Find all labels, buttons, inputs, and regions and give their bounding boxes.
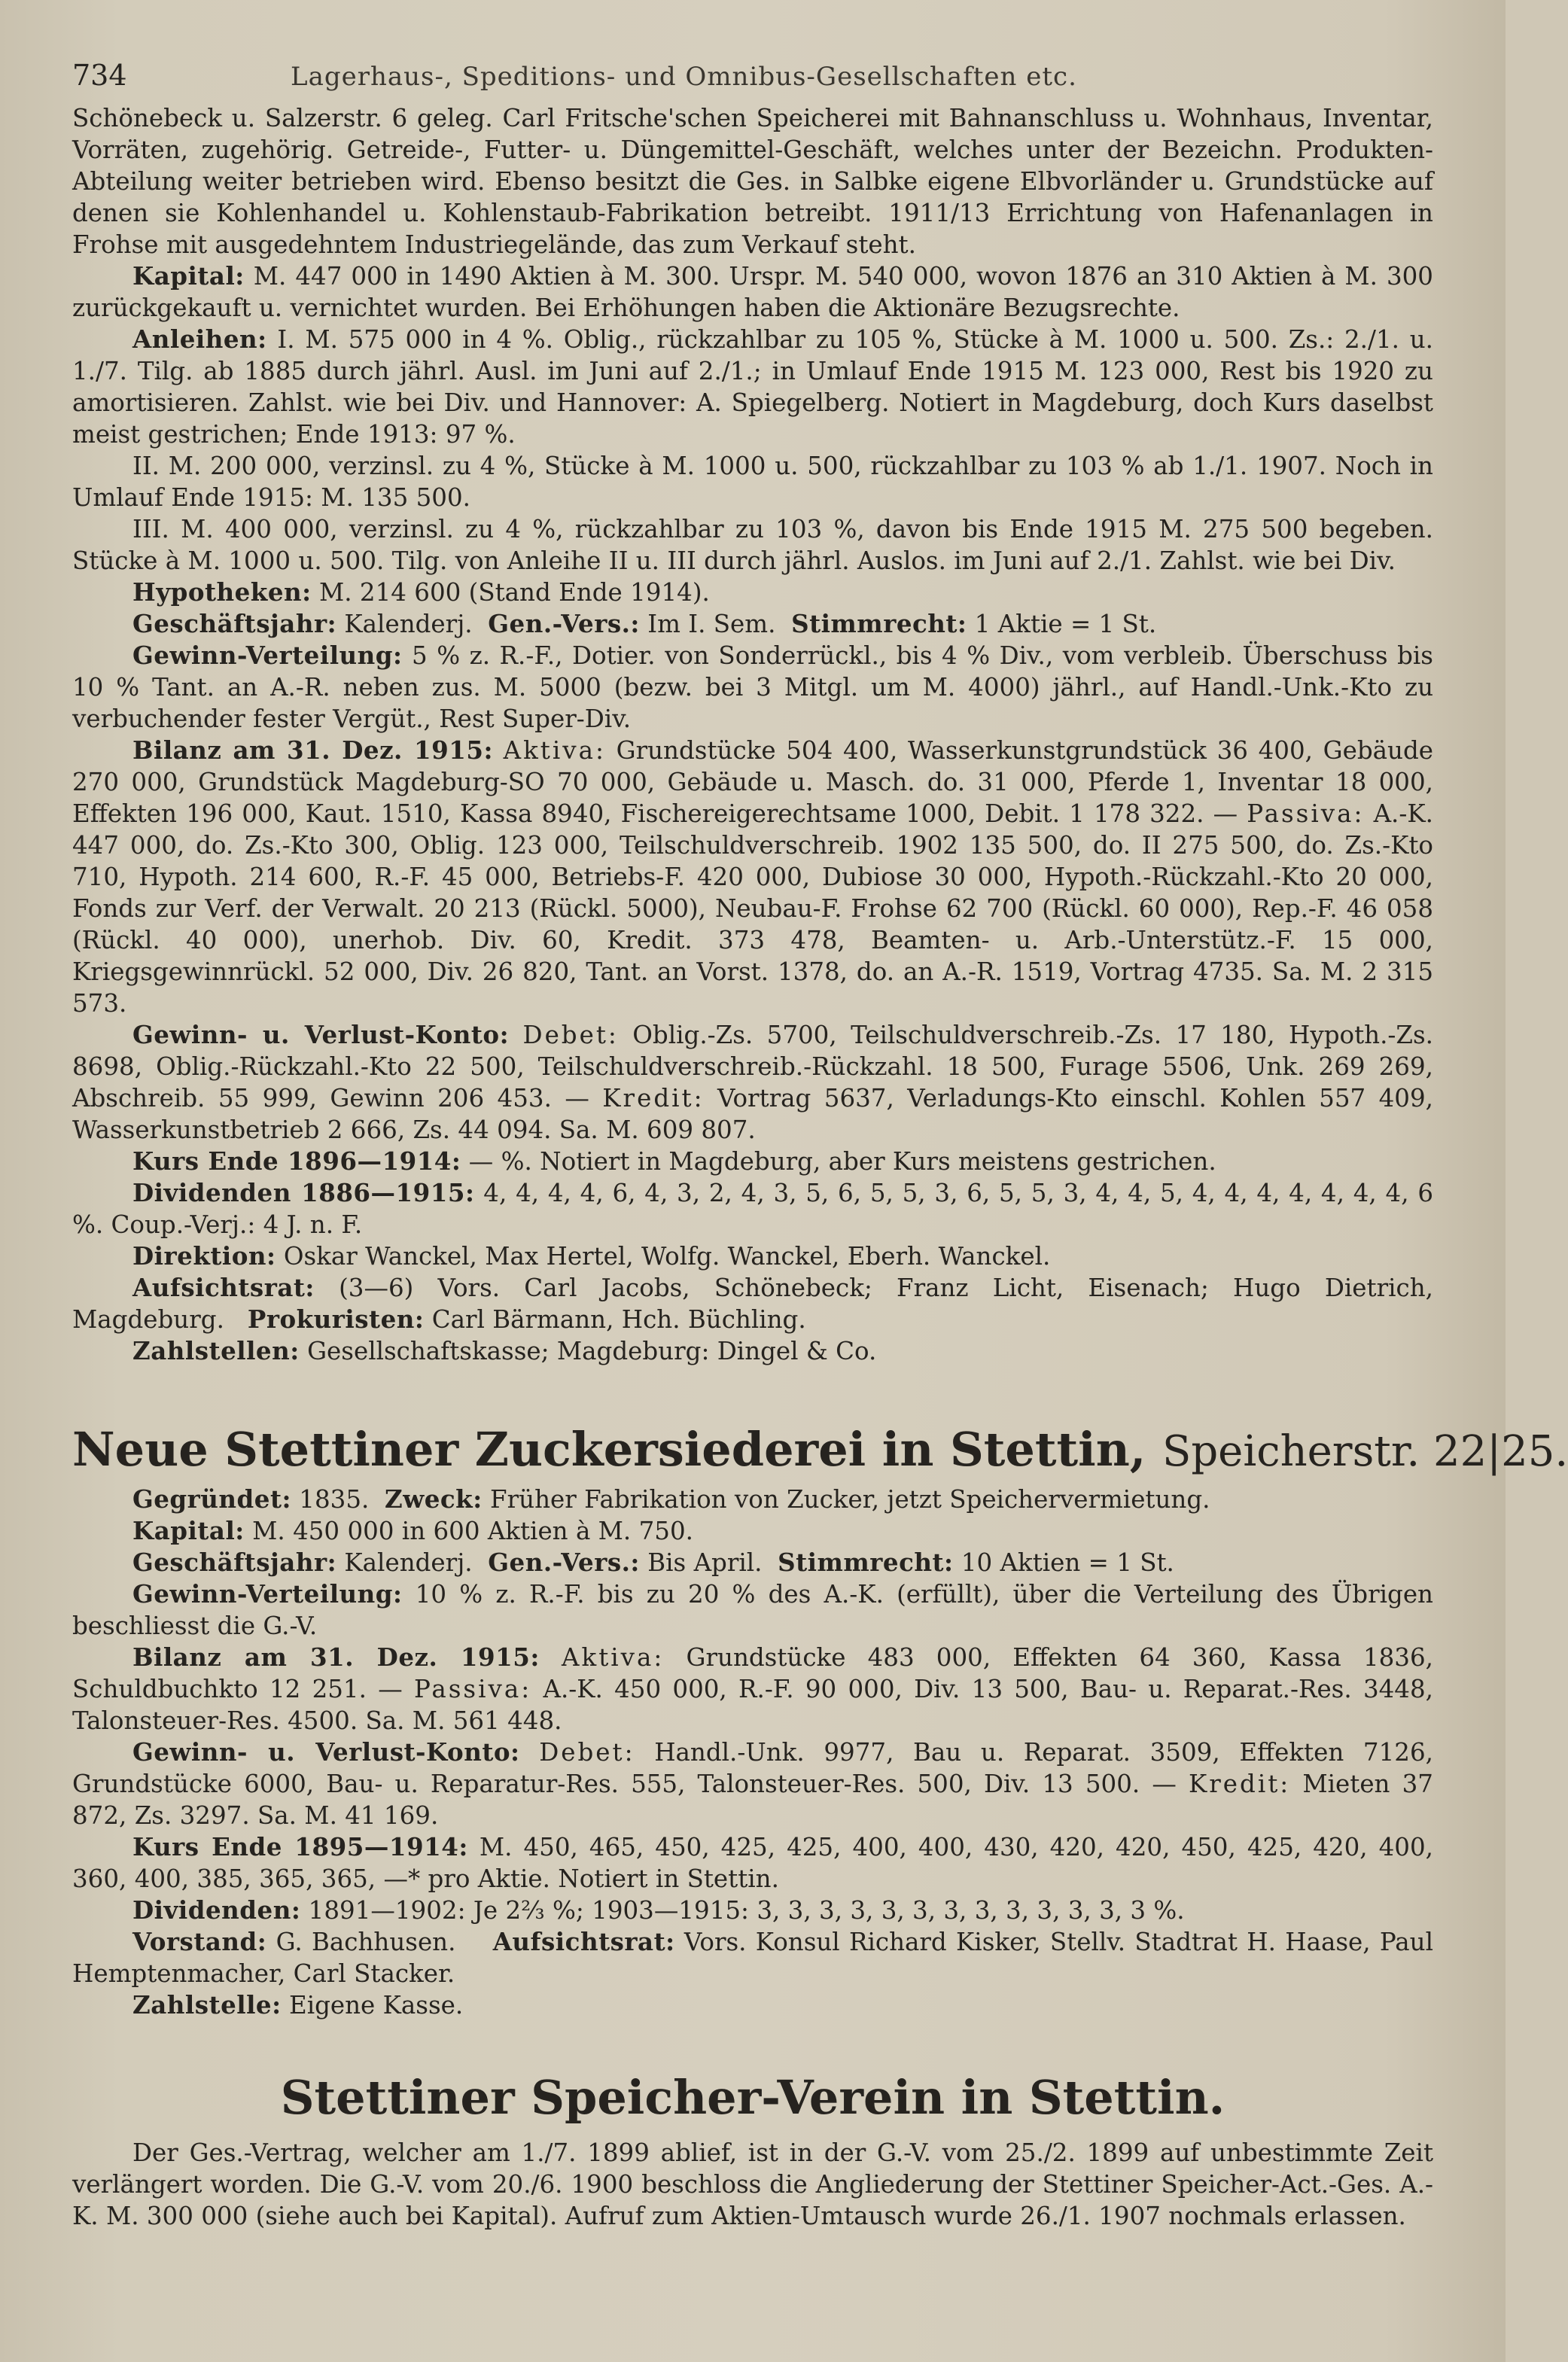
kapital-entry-2 (72, 1515, 1433, 1547)
debet-label-2: Debet: (539, 1738, 635, 1767)
gegruendet-entry (72, 1484, 1433, 1515)
gj-label: Geschäftsjahr: (132, 609, 337, 638)
gv-text-2: Bis April. (647, 1548, 763, 1577)
guv-entry-2 (72, 1736, 1433, 1831)
gv-label: Gen.-Vers.: (488, 609, 640, 638)
gewinnvert-label: Gewinn-Verteilung: (132, 641, 403, 670)
passiva-label: Passiva: (1247, 799, 1365, 828)
gv-label-2: Gen.-Vers.: (488, 1548, 640, 1577)
stimmrecht-label: Stimmrecht: (791, 609, 967, 638)
bilanz-label: Bilanz am 31. Dez. 1915: (132, 735, 493, 765)
aktiva-text: Grundstücke 504 400, Wasserkunstgrundstück 36 400, Gebäude 270 000, Grundstück Magdeburg-SO 70 000, Gebäude u. Masch. do. 31 000, Pferde 1, Inventar 18 000, Effekten 196 000, Kaut. 1510, Kassa 8940, Fischereigerechtsame 1000, Debit. 1 178 322. — (72, 736, 1433, 828)
stimmrecht-label-2: Stimmrecht: (778, 1548, 954, 1577)
kurs-label: Kurs Ende 1896—1914: (132, 1146, 461, 1176)
aktiva-label: Aktiva: (503, 736, 606, 765)
prokuristen-text: Carl Bärmann, Hch. Büchling. (431, 1305, 806, 1334)
ar-label: Aufsichtsrat: (132, 1273, 315, 1302)
direktion-text: Oskar Wanckel, Max Hertel, Wolfg. Wanckel, Eberh. Wanckel. (283, 1242, 1051, 1271)
anleihe-iii-entry: III. M. 400 000, verzinsl. zu 4 %, rückzahlbar zu 103 %, davon bis Ende 1915 M. 275 500 begeben. Stücke à M. 1000 u. 500. Tilg. von Anleihe II u. III durch jährl. Auslos. im Juni auf 2./1. Zahlst. wie bei Div. (72, 515, 1433, 575)
gewinnvert-text: 5 % z. R.-F., Dotier. von Sonderrückl., bis 4 % Div., vom verbleib. Überschuss bis 10 % Tant. an A.-R. neben zus. M. 5000 (bezw. bei 3 Mitgl. um M. 4000) jährl., auf Handl.-Unk.-Kto zu verbuchender fester Vergüt., Rest Super-Div. (72, 641, 1433, 733)
aufsichtsrat-entry (72, 1272, 1433, 1335)
debet-text: Oblig.-Zs. 5700, Teilschuldverschreib.-Zs. 17 180, Hypoth.-Zs. 8698, Oblig.-Rückzahl.-Kto 22 500, Teilschuldverschreib.-Rückzahl. 18 500, Furage 5506, Unk. 269 269, Abschreib. 55 999, Gewinn 206 453. — (72, 1021, 1433, 1113)
ar-text: (3—6) Vors. Carl Jacobs, Schönebeck; Franz Licht, Eisenach; Hugo Dietrich, Magdeburg. (72, 1274, 1433, 1334)
hypotheken-label: Hypotheken: (132, 577, 312, 607)
kurs-text: — %. Notiert in Magdeburg, aber Kurs meistens gestrichen. (468, 1147, 1216, 1176)
kredit-label-2: Kredit: (1188, 1770, 1291, 1798)
bilanz-label-2: Bilanz am 31. Dez. 1915: (132, 1642, 540, 1672)
running-title: Lagerhaus-, Speditions- und Omnibus-Gesellschaften etc. (291, 62, 1077, 92)
zahl-text-2: Eigene Kasse. (288, 1991, 464, 2020)
kredit-label: Kredit: (602, 1084, 705, 1113)
geschaeftsjahr-entry-2 (72, 1547, 1433, 1578)
zweck-label: Zweck: (385, 1484, 483, 1514)
gj-text: Kalenderj. (344, 610, 473, 638)
speicher-verein-text: Der Ges.-Vertrag, welcher am 1./7. 1899 ablief, ist in der G.-V. vom 25./2. 1899 auf unbestimmte Zeit verlängert worden. Die G.-V. vom 20./6. 1900 beschloss die Angliederung der Stettiner Speicher-Act.-Ges. A.-K. M. 300 000 (siehe auch bei Kapital). Aufruf zum Aktien-Umtausch wurde 26./1. 1907 nochmals erlassen. (72, 2138, 1433, 2230)
section-title-speicher-verein: Stettiner Speicher-Verein in Stettin. (280, 2070, 1225, 2125)
kurs-label-2: Kurs Ende 1895—1914: (132, 1832, 468, 1861)
kapital-text: M. 447 000 in 1490 Aktien à M. 300. Urspr. M. 540 000, wovon 1876 an 310 Aktien à M. 300 zurückgekauft u. vernichtet wurden. Bei Erhöhungen haben die Aktionäre Bezugsrechte. (72, 262, 1433, 322)
bilanz-entry (72, 735, 1433, 1019)
hypotheken-text: M. 214 600 (Stand Ende 1914). (318, 578, 710, 607)
zahlstelle-entry (72, 1989, 1433, 2021)
section-neue-stettiner (72, 1484, 1433, 2021)
kredit-text-2: Mieten 37 872, Zs. 3297. Sa. M. 41 169. (72, 1770, 1433, 1830)
vorstand-entry (72, 1926, 1433, 1989)
ar-text-2: Vors. Konsul Richard Kisker, Stellv. Stadtrat H. Haase, Paul Hemptenmacher, Carl Stacker. (72, 1928, 1433, 1988)
zweck-text: Früher Fabrikation von Zucker, jetzt Speichervermietung. (490, 1485, 1210, 1514)
gj-label-2: Geschäftsjahr: (132, 1548, 337, 1577)
direktion-label: Direktion: (132, 1241, 276, 1271)
company-intro: Schönebeck u. Salzerstr. 6 geleg. Carl Fritsche'schen Speicherei mit Bahnanschluss u. Wohnhaus, Inventar, Vorräten, zugehörig. Getreide-, Futter- u. Düngemittel-Geschäft, welches unter der Bezeichn. Produkten-Abteilung weiter betrieben wird. Ebenso besitzt die Ges. in Salbke eigene Elbvorländer u. Grundstücke auf denen sie Kohlenhandel u. Kohlenstaub-Fabrikation betreibt. 1911/13 Errichtung von Hafenanlagen in Frohse mit ausgedehntem Industriegelände, das zum Verkauf steht. (72, 104, 1433, 259)
dividenden-entry (72, 1177, 1433, 1240)
prokuristen-label: Prokuristen: (247, 1304, 425, 1334)
stimmrecht-text: 1 Aktie = 1 St. (974, 610, 1157, 638)
gj-text-2: Kalenderj. (344, 1548, 473, 1577)
gewinnvert-label-2: Gewinn-Verteilung: (132, 1579, 403, 1609)
kredit-text: Vortrag 5637, Verladungs-Kto einschl. Kohlen 557 409, Wasserkunstbetrieb 2 666, Zs. 44 094. Sa. M. 609 807. (72, 1084, 1433, 1144)
passiva-text: A.-K. 447 000, do. Zs.-Kto 300, Oblig. 123 000, Teilschuldverschreib. 1902 135 500, do. II 275 500, do. Zs.-Kto 710, Hypoth. 214 600, R.-F. 45 000, Betriebs-F. 420 000, Dubiose 30 000, Hypoth.-Rückzahl.-Kto 20 000, Fonds zur Verf. der Verwalt. 20 213 (Rückl. 5000), Neubau-F. Frohse 62 700 (Rückl. 60 000), Rep.-F. 46 058 (Rückl. 40 000), unerhob. Div. 60, Kredit. 373 478, Beamten- u. Arb.-Unterstütz.-F. 15 000, Kriegsgewinnrückl. 52 000, Div. 26 820, Tant. an Vorst. 1378, do. an A.-R. 1519, Vortrag 4735. Sa. M. 2 315 573. (72, 799, 1433, 1018)
hypotheken-entry (72, 577, 1433, 608)
kurs-entry-2 (72, 1831, 1433, 1895)
guv-label-2: Gewinn- u. Verlust-Konto: (132, 1737, 520, 1767)
vorstand-text: G. Bachhusen. (276, 1928, 456, 1956)
kurs-text-2: M. 450, 465, 450, 425, 425, 400, 400, 430, 420, 420, 450, 425, 420, 400, 360, 400, 385, 365, 365, —* pro Aktie. Notiert in Stettin. (72, 1833, 1433, 1893)
geschaeftsjahr-entry (72, 608, 1433, 640)
div-text: 4, 4, 4, 4, 6, 4, 3, 2, 4, 3, 5, 6, 5, 5, 3, 6, 5, 5, 3, 4, 4, 5, 4, 4, 4, 4, 4, 4, 4, 6 %. Coup.-Verj.: 4 J. n. F. (72, 1179, 1433, 1239)
aktiva-label-2: Aktiva: (562, 1643, 665, 1672)
zahl-label-2: Zahlstelle: (132, 1990, 282, 2020)
passiva-label-2: Passiva: (413, 1675, 532, 1703)
page-number: 734 (72, 59, 127, 92)
ar-label-2: Aufsichtsrat: (492, 1927, 675, 1956)
debet-text-2: Handl.-Unk. 9977, Bau u. Reparat. 3509, Effekten 7126, Grundstücke 6000, Bau- u. Reparatur-Res. 555, Talonsteuer-Res. 500, Div. 13 500. — (72, 1738, 1433, 1798)
section-title-neue-stettiner (72, 1422, 1568, 1479)
zahl-text: Gesellschaftskasse; Magdeburg: Dingel & Co. (307, 1337, 877, 1365)
kapital-text-2: M. 450 000 in 600 Aktien à M. 750. (252, 1517, 693, 1545)
vorstand-label: Vorstand: (132, 1927, 267, 1956)
page-header (72, 59, 1433, 102)
zahl-label: Zahlstellen: (132, 1336, 300, 1365)
gewinn-verteilung-entry (72, 640, 1433, 735)
section-magdeburg-company (72, 102, 1433, 1367)
div-label-2: Dividenden: (132, 1895, 301, 1925)
anleihen-text: I. M. 575 000 in 4 %. Oblig., rückzahlbar zu 105 %, Stücke à M. 1000 u. 500. Zs.: 2./1. u. 1./7. Tilg. ab 1885 durch jährl. Ausl. im Juni auf 2./1.; in Umlauf Ende 1915 M. 123 000, Rest bis 1920 zu amortisieren. Zahlst. wie bei Div. und Hannover: A. Spiegelberg. Notiert in Magdeburg, doch Kurs daselbst meist gestrichen; Ende 1913: 97 %. (72, 325, 1433, 449)
gegr-text: 1835. (299, 1485, 370, 1514)
gegr-label: Gegründet: (132, 1484, 291, 1514)
div-text-2: 1891—1902: Je 2⅔ %; 1903—1915: 3, 3, 3, 3, 3, 3, 3, 3, 3, 3, 3, 3, 3 %. (308, 1896, 1185, 1925)
dividenden-entry-2 (72, 1895, 1433, 1926)
debet-label: Debet: (522, 1021, 619, 1049)
direktion-entry (72, 1240, 1433, 1272)
kapital-label: Kapital: (132, 261, 245, 291)
gewinn-verteilung-entry-2 (72, 1578, 1433, 1642)
aktiva-text-2: Grundstücke 483 000, Effekten 64 360, Kassa 1836, Schuldbuchkto 12 251. — (72, 1643, 1433, 1703)
kapital-entry (72, 260, 1433, 324)
kurs-entry (72, 1146, 1433, 1177)
section-speicher-verein (72, 2137, 1433, 2232)
gewinnvert-text-2: 10 % z. R.-F. bis zu 20 % des A.-K. (erfüllt), über die Verteilung des Übrigen beschliesst die G.-V. (72, 1580, 1433, 1640)
kapital-label-2: Kapital: (132, 1516, 245, 1545)
stimmrecht-text-2: 10 Aktien = 1 St. (961, 1548, 1174, 1577)
anleihe-ii-entry: II. M. 200 000, verzinsl. zu 4 %, Stücke à M. 1000 u. 500, rückzahlbar zu 103 % ab 1./1. 1907. Noch in Umlauf Ende 1915: M. 135 500. (72, 452, 1433, 512)
anleihen-entry (72, 324, 1433, 450)
div-label: Dividenden 1886—1915: (132, 1178, 475, 1207)
zahlstellen-entry (72, 1335, 1433, 1367)
gv-text: Im I. Sem. (647, 610, 776, 638)
guv-label: Gewinn- u. Verlust-Konto: (132, 1020, 510, 1049)
guv-entry (72, 1019, 1433, 1146)
company-name: Neue Stettiner Zuckersiederei in Stettin, (72, 1422, 1146, 1477)
bilanz-entry-2 (72, 1642, 1433, 1736)
company-address: Speicherstr. 22|25. (1162, 1427, 1568, 1476)
anleihen-label: Anleihen: (132, 324, 267, 354)
passiva-text-2: A.-K. 450 000, R.-F. 90 000, Div. 13 500, Bau- u. Reparat.-Res. 3448, Talonsteuer-Res. 4500. Sa. M. 561 448. (72, 1675, 1433, 1735)
